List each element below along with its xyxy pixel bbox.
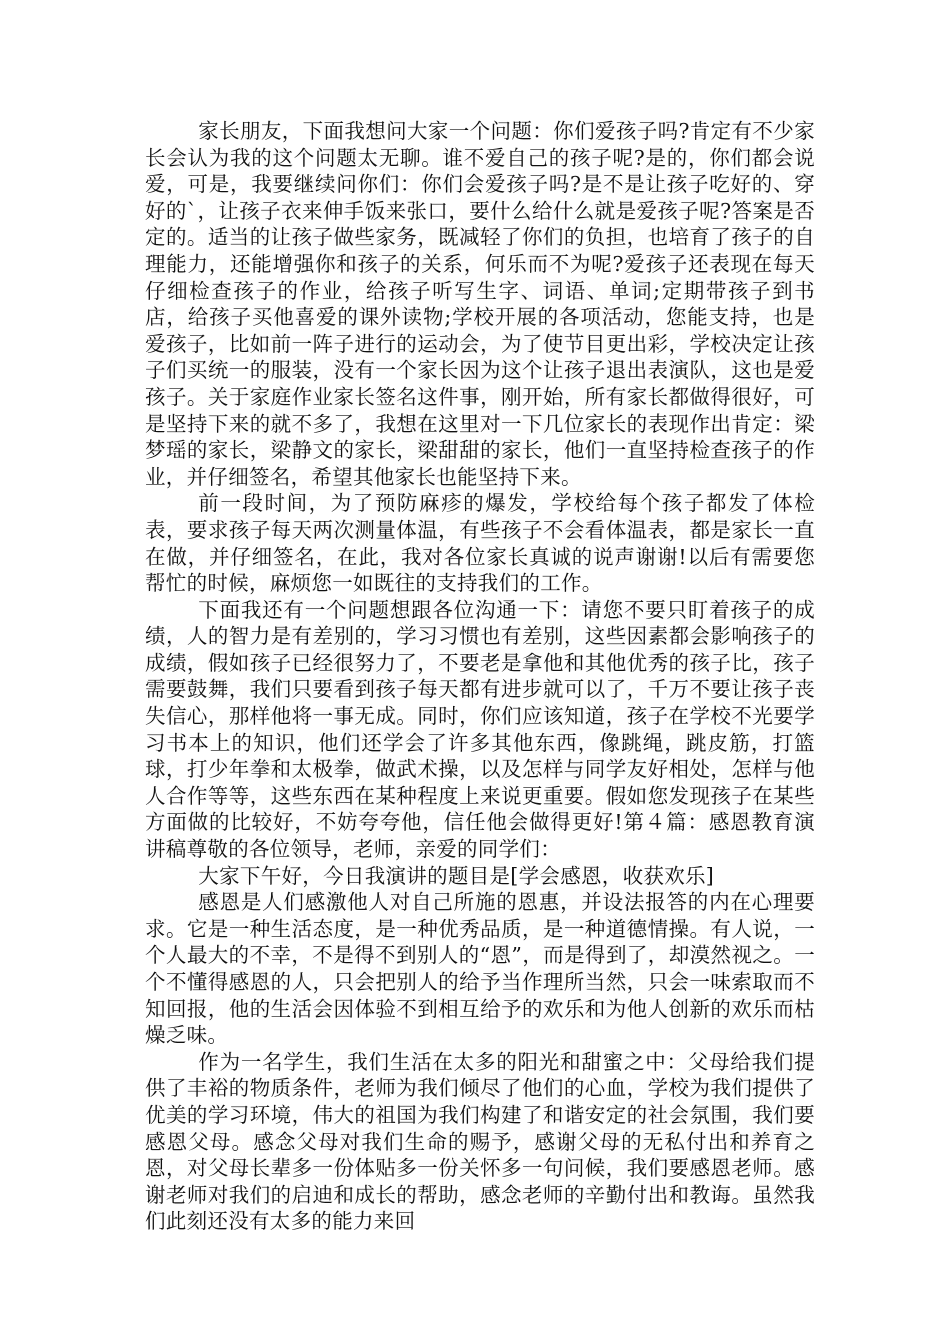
paragraph-student-gratitude: 作为一名学生，我们生活在太多的阳光和甜蜜之中：父母给我们提供了丰裕的物质条件，老师为我们倾尽了他们的心血，学校为我们提供了优美的学习环境，伟大的祖国为我们构建了和谐安定的社会氛围，我们要感恩父母。感念父母对我们生命的赐予，感谢父母的无私付出和养育之恩，对父母长辈多一份体贴多一份关怀多一句问候，我们要感恩老师。感谢老师对我们的启迪和成长的帮助，感念老师的辛勤付出和教诲。虽然我们此刻还没有太多的能力来回 [145,1049,815,1234]
paragraph-speech-title: 大家下午好，今日我演讲的题目是[学会感恩，收获欢乐] [198,863,715,888]
paragraph-measles-check: 前一段时间，为了预防麻疹的爆发，学校给每个孩子都发了体检表，要求孩子每天两次测量体温，有些孩子不会看体温表，都是家长一直在做，并仔细签名，在此，我对各位家长真诚的说声谢谢!以后有需要您帮忙的时候，麻烦您一如既往的支持我们的工作。 [145,491,815,596]
paragraph-parent-love: 家长朋友，下面我想问大家一个问题：你们爱孩子吗?肯定有不少家长会认为我的这个问题太无聊。谁不爱自己的孩子呢?是的，你们都会说爱，可是，我要继续问你们：你们会爱孩子吗?是不是让孩子吃好的、穿好的`，让孩子衣来伸手饭来张口，要什么给什么就是爱孩子呢?答案是否定的。适当的让孩子做些家务，既减轻了你们的负担，也培育了孩子的自理能力，还能增强你和孩子的关系，何乐而不为呢?爱孩子还表现在每天仔细检查孩子的作业，给孩子听写生字、词语、单词;定期带孩子到书店，给孩子买他喜爱的课外读物;学校开展的各项活动，您能支持，也是爱孩子，比如前一阵子进行的运动会，为了使节目更出彩，学校决定让孩子们买统一的服装，没有一个家长因为这个让孩子退出表演队，这也是爱孩子。关于家庭作业家长签名这件事，刚开始，所有家长都做得很好，可是坚持下来的就不多了，我想在这里对一下几位家长的表现作出肯定：梁梦瑶的家长，梁静文的家长，梁甜甜的家长，他们一直坚持检查孩子的作业，并仔细签名，希望其他家长也能坚持下来。 [145,119,815,489]
paragraph-gratitude-definition: 感恩是人们感激他人对自己所施的恩惠，并设法报答的内在心理要求。它是一种生活态度，是一种优秀品质，是一种道德情操。有人说，一个人最大的不幸，不是得不到别人的“恩”，而是得到了，却漠然视之。一个不懂得感恩的人，只会把别人的给予当作理所当然，只会一味索取而不知回报，他的生活会因体验不到相互给予的欢乐和为他人创新的欢乐而枯燥乏味。 [145,890,815,1048]
paragraph-grades-communication: 下面我还有一个问题想跟各位沟通一下：请您不要只盯着孩子的成绩，人的智力是有差别的，学习习惯也有差别，这些因素都会影响孩子的成绩，假如孩子已经很努力了，不要老是拿他和其他优秀的孩子比，孩子需要鼓舞，我们只要看到孩子每天都有进步就可以了，千万不要让孩子丧失信心，那样他将一事无成。同时，你们应该知道，孩子在学校不光要学习书本上的知识，他们还学会了许多其他东西，像跳绳，跳皮筋，打篮球，打少年拳和太极拳，做武术操，以及怎样与同学友好相处，怎样与他人合作等等，这些东西在某种程度上来说更重要。假如您发现孩子在某些方面做的比较好，不妨夸夸他，信任他会做得更好!第４篇：感恩教育演讲稿尊敬的各位领导，老师，亲爱的同学们： [145,597,815,862]
document-body [145,118,815,1235]
